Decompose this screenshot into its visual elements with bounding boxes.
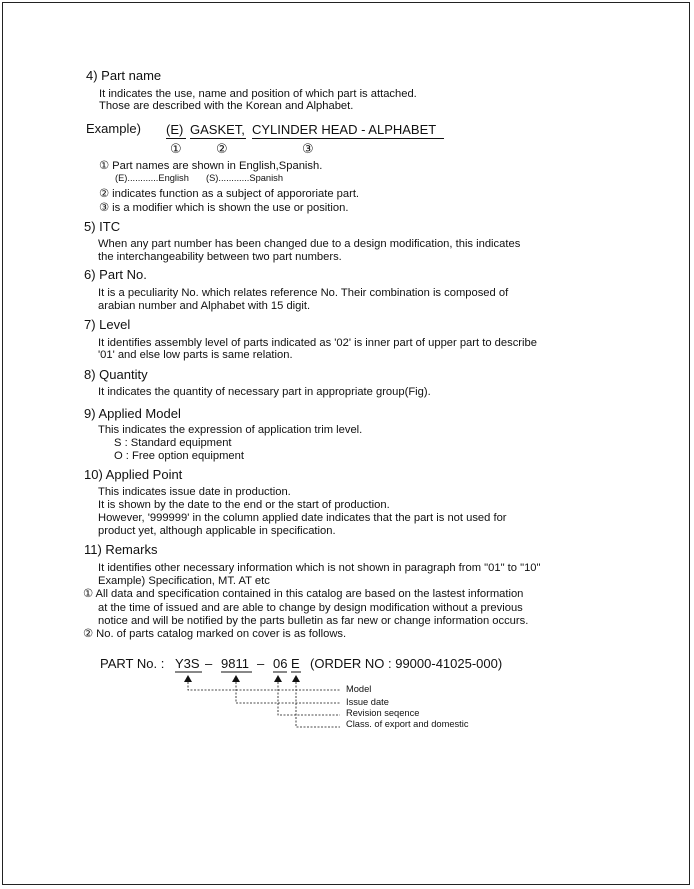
order-no: (ORDER NO : 99000-41025-000) [310, 656, 503, 671]
section-8-line-1: It indicates the quantity of necessary part in appropriate group(Fig). [98, 386, 431, 398]
section-11-line-2: Example) Specification, MT. AT etc [98, 575, 270, 587]
circle-1: ① [170, 141, 182, 156]
note-1: ① Part names are shown in English,Spanish. [99, 160, 323, 172]
section-10-heading: 10) Applied Point [84, 467, 183, 482]
example-cylinder-head: CYLINDER HEAD - ALPHABET [252, 122, 437, 137]
caption-model: Model [346, 684, 372, 694]
part-no-revision: 06 [273, 656, 288, 671]
caption-class: Class. of export and domestic [346, 719, 469, 729]
part-no-dash-2: – [257, 656, 265, 671]
section-10-line-4: product yet, although applicable in specification. [98, 525, 336, 537]
note-1-english: (E)............English [115, 173, 189, 183]
section-4-line-2: Those are described with the Korean and Alphabet. [99, 100, 354, 112]
section-6-line-2: arabian number and Alphabet with 15 digit. [98, 300, 311, 312]
section-9-option: O : Free option equipment [114, 450, 244, 462]
circle-3: ③ [302, 141, 314, 156]
part-no-model: Y3S [175, 656, 200, 671]
section-11-heading: 11) Remarks [84, 542, 158, 557]
part-no-issue: 9811 [221, 656, 249, 671]
section-5-heading: 5) ITC [84, 219, 121, 234]
section-4-heading: 4) Part name [86, 68, 162, 83]
section-10-line-1: This indicates issue date in production. [98, 486, 291, 498]
example-gasket: GASKET, [190, 122, 245, 137]
section-9-standard: S : Standard equipment [114, 437, 232, 449]
section-7-line-2: '01' and else low parts is same relation. [98, 349, 293, 361]
section-10-line-2: It is shown by the date to the end or the start of production. [98, 499, 390, 511]
section-7-heading: 7) Level [84, 317, 131, 332]
caption-issue-date: Issue date [346, 697, 389, 707]
note-1-spanish: (S)............Spanish [206, 173, 283, 183]
note-2: ② indicates function as a subject of appororiate part. [99, 188, 360, 200]
section-5-line-2: the interchangeability between two part numbers. [98, 251, 342, 263]
section-7-line-1: It identifies assembly level of parts indicated as '02' is inner part of upper part to describe [98, 337, 537, 349]
section-10-line-3: However, '999999' in the column applied date indicates that the part is not used for [98, 512, 507, 524]
note-3: ③ is a modifier which is shown the use or position. [99, 202, 349, 214]
caption-revision: Revision seqence [346, 708, 420, 718]
section-8-heading: 8) Quantity [84, 367, 148, 382]
section-11-note-2: ② No. of parts catalog marked on cover is as follows. [83, 628, 347, 640]
section-6-line-1: It is a peculiarity No. which relates reference No. Their combination is composed of [98, 287, 509, 299]
section-11-note-1c: notice and will be notified by the parts bulletin as far new or change information occurs. [98, 615, 529, 627]
circle-2: ② [216, 141, 228, 156]
section-9-heading: 9) Applied Model [84, 406, 181, 421]
section-9-line-1: This indicates the expression of application trim level. [98, 424, 363, 436]
section-5-line-1: When any part number has been changed due to a design modification, this indicates [98, 238, 521, 250]
part-no-label: PART No. : [100, 656, 165, 671]
section-6-heading: 6) Part No. [84, 267, 147, 282]
part-no-class: E [291, 656, 300, 671]
section-11-note-1a: ① All data and specification contained in this catalog are based on the lastest information [83, 588, 524, 600]
section-11-note-1b: at the time of issued and are able to change by design modification without a previous [98, 602, 523, 614]
section-4-line-1: It indicates the use, name and position of which part is attached. [99, 88, 417, 100]
part-no-dash-1: – [205, 656, 213, 671]
section-11-line-1: It identifies other necessary information which is not shown in paragraph from "01" to "10" [98, 562, 541, 574]
example-label: Example) [86, 121, 141, 136]
example-e: (E) [166, 122, 184, 137]
